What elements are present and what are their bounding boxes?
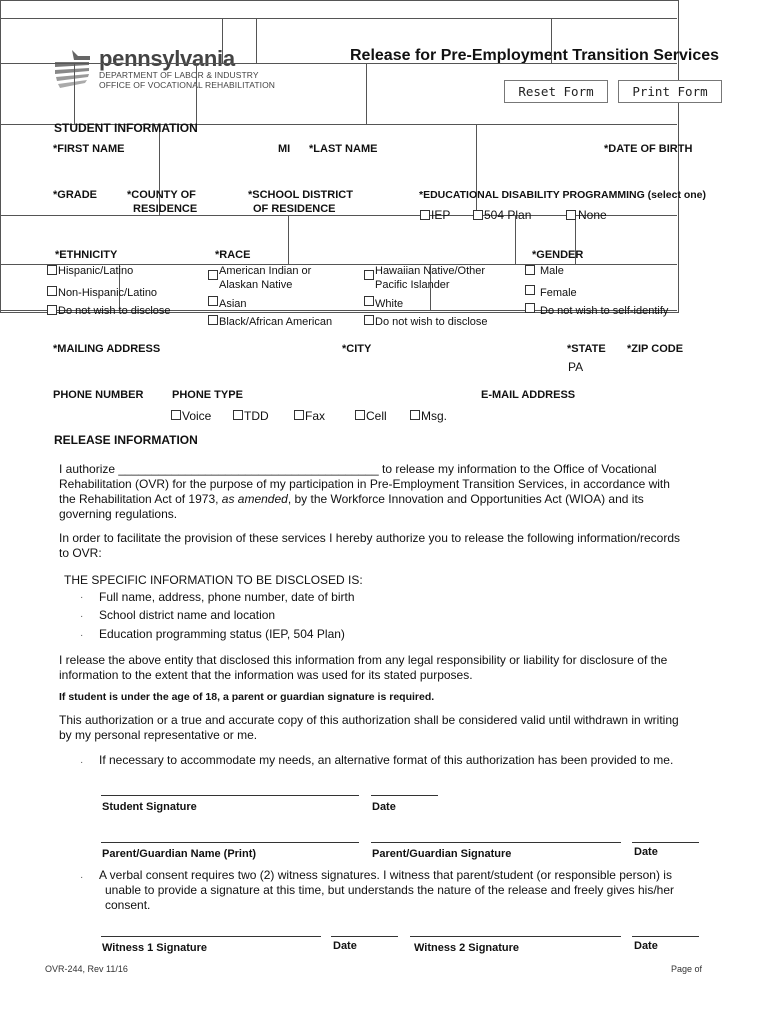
asian-label: Asian [219, 298, 247, 310]
cell-checkbox[interactable] [355, 410, 365, 420]
document-title: Release for Pre-Employment Transition Services [350, 47, 720, 64]
iep-checkbox[interactable] [420, 210, 430, 220]
iep-option-label: IEP [431, 208, 451, 222]
department-name: DEPARTMENT OF LABOR & INDUSTRY [99, 70, 259, 80]
logo-wordmark: pennsylvania [99, 46, 235, 71]
phone-type-label: PHONE TYPE [172, 389, 243, 401]
gender-no-identify-checkbox[interactable] [525, 303, 535, 313]
gender-label: *GENDER [532, 249, 584, 261]
american-indian-label: American Indian or [219, 265, 312, 277]
hispanic-latino-checkbox[interactable] [47, 265, 57, 275]
minor-signature-note: If student is under the age of 18, a parent or guardian signature is required. [59, 691, 435, 703]
student-date-label: Date [372, 801, 396, 813]
specific-info-heading: THE SPECIFIC INFORMATION TO BE DISCLOSED IS: [64, 573, 363, 587]
bullet-icon: · [80, 592, 84, 603]
middle-initial-label: MI [278, 143, 291, 155]
authorization-paragraph: I authorize _______________________________________ to release my information to the Office of Vocational Rehabilitation (OVR) for the purpose of my participation in Pre-Employment Transition Services, in accordance with the Rehabilitation Act of 1973, as amended, by the Workforce Innovation and Opportunities Act (WIOA) and its governing regulations. [59, 462, 670, 521]
fax-checkbox[interactable] [294, 410, 304, 420]
bullet-icon: · [80, 757, 84, 768]
gender-no-identify-label: Do not wish to self-identify [540, 305, 669, 317]
voice-label: Voice [182, 409, 212, 423]
keystone-logo-icon [52, 48, 92, 90]
ethnicity-no-disclose-checkbox[interactable] [47, 305, 57, 315]
disclosed-item: Education programming status (IEP, 504 Plan) [99, 627, 345, 641]
none-option-label: None [578, 208, 607, 222]
student-signature-label: Student Signature [102, 801, 197, 813]
date-of-birth-label: *DATE OF BIRTH [604, 143, 693, 155]
bullet-icon: · [80, 872, 84, 883]
tdd-checkbox[interactable] [233, 410, 243, 420]
student-information-heading: STUDENT INFORMATION [54, 121, 198, 135]
black-african-american-checkbox[interactable] [208, 315, 218, 325]
white-label: White [375, 298, 404, 310]
tdd-label: TDD [244, 409, 269, 423]
male-label: Male [540, 265, 564, 277]
bullet-icon: · [80, 611, 84, 622]
validity-paragraph: This authorization or a true and accurate copy of this authorization shall be considered valid until withdrawn in writing by my personal representative or me. [59, 713, 679, 742]
grade-label: *GRADE [53, 189, 98, 201]
msg-label: Msg. [421, 409, 448, 423]
race-no-disclose-checkbox[interactable] [364, 315, 374, 325]
hawaiian-native-label-2: Pacific Islander [375, 279, 450, 291]
page-number: Page of [671, 964, 703, 974]
ethnicity-label: *ETHNICITY [55, 249, 118, 261]
county-label-2: RESIDENCE [133, 203, 198, 215]
last-name-label: *LAST NAME [309, 143, 378, 155]
print-form-button[interactable]: Print Form [618, 80, 722, 103]
first-name-label: *FIRST NAME [53, 143, 125, 155]
hawaiian-native-label: Hawaiian Native/Other [375, 265, 486, 277]
county-label: *COUNTY OF [127, 189, 196, 201]
school-district-label-2: OF RESIDENCE [253, 203, 336, 215]
guardian-date-line[interactable] [632, 842, 699, 843]
american-indian-label-2: Alaskan Native [219, 279, 293, 291]
504-plan-option-label: 504 Plan [484, 208, 532, 222]
witness2-date-label: Date [634, 940, 658, 952]
mailing-address-label: *MAILING ADDRESS [53, 343, 161, 355]
white-checkbox[interactable] [364, 296, 374, 306]
ethnicity-no-disclose-label: Do not wish to disclose [58, 305, 171, 317]
voice-checkbox[interactable] [171, 410, 181, 420]
black-african-american-label: Black/African American [219, 316, 333, 328]
race-label: *RACE [215, 249, 251, 261]
cell-label: Cell [366, 409, 387, 423]
school-district-label: *SCHOOL DISTRICT [248, 189, 353, 201]
state-label: *STATE [567, 343, 606, 355]
alternative-format-statement: If necessary to accommodate my needs, an alternative format of this authorization has been provided to me. [99, 753, 674, 767]
office-name: OFFICE OF VOCATIONAL REHABILITATION [99, 80, 276, 90]
hispanic-latino-label: Hispanic/Latino [58, 265, 134, 277]
phone-number-label: PHONE NUMBER [53, 389, 144, 401]
student-signature-line[interactable] [101, 795, 359, 796]
facilitation-paragraph: In order to facilitate the provision of these services I hereby authorize you to release the following information/records to OVR: [59, 531, 680, 560]
american-indian-checkbox[interactable] [208, 270, 218, 280]
witness2-signature-label: Witness 2 Signature [414, 942, 520, 954]
bullet-icon: · [80, 630, 84, 641]
city-label: *CITY [342, 343, 372, 355]
female-checkbox[interactable] [525, 285, 535, 295]
guardian-name-line[interactable] [101, 842, 359, 843]
fax-label: Fax [305, 409, 326, 423]
male-checkbox[interactable] [525, 265, 535, 275]
none-checkbox[interactable] [566, 210, 576, 220]
verbal-consent-paragraph: A verbal consent requires two (2) witness signatures. I witness that parent/student (or responsible person) is unable to provide a signature at this time, but understands the nature of the release and freely gives his/her consent. [99, 868, 675, 912]
disclosed-item: School district name and location [99, 608, 276, 622]
witness2-date-line[interactable] [632, 936, 699, 937]
guardian-date-label: Date [634, 846, 658, 858]
witness1-date-line[interactable] [331, 936, 398, 937]
witness1-signature-line[interactable] [101, 936, 321, 937]
release-information-heading: RELEASE INFORMATION [54, 433, 198, 447]
liability-paragraph: I release the above entity that disclosed this information from any legal responsibility or liability for disclosure of the information to the extent that the information was used for its stated purposes. [59, 653, 668, 682]
educational-programming-label: *EDUCATIONAL DISABILITY PROGRAMMING (select one) [419, 189, 707, 201]
non-hispanic-latino-label: Non-Hispanic/Latino [58, 287, 158, 299]
female-label: Female [540, 287, 577, 299]
witness1-date-label: Date [333, 940, 357, 952]
race-no-disclose-label: Do not wish to disclose [375, 316, 488, 328]
form-revision-id: OVR-244, Rev 11/16 [45, 964, 128, 974]
zip-code-label: *ZIP CODE [627, 343, 684, 355]
witness1-signature-label: Witness 1 Signature [102, 942, 208, 954]
guardian-signature-label: Parent/Guardian Signature [372, 848, 512, 860]
non-hispanic-latino-checkbox[interactable] [47, 286, 57, 296]
student-date-line[interactable] [371, 795, 438, 796]
state-value[interactable]: PA [568, 360, 584, 374]
asian-checkbox[interactable] [208, 296, 218, 306]
guardian-signature-line[interactable] [371, 842, 621, 843]
reset-form-button[interactable]: Reset Form [504, 80, 608, 103]
hawaiian-native-checkbox[interactable] [364, 270, 374, 280]
msg-checkbox[interactable] [410, 410, 420, 420]
email-address-label: E-MAIL ADDRESS [481, 389, 576, 401]
504-plan-checkbox[interactable] [473, 210, 483, 220]
disclosed-item: Full name, address, phone number, date of birth [99, 590, 355, 604]
witness2-signature-line[interactable] [410, 936, 621, 937]
guardian-name-label: Parent/Guardian Name (Print) [102, 848, 257, 860]
